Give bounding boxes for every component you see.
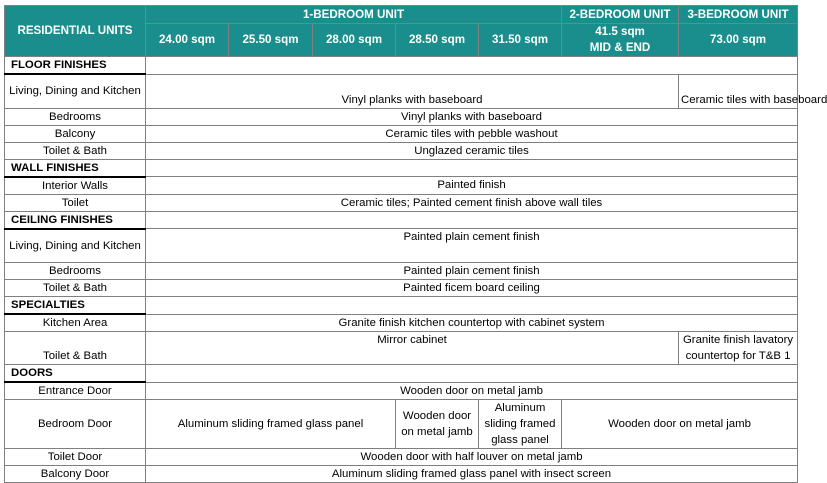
- size-24: 24.00 sqm: [146, 24, 229, 57]
- two-bedroom-header: 2-BEDROOM UNIT: [562, 6, 679, 24]
- cell-value: Granite finish kitchen countertop with cabinet system: [146, 314, 798, 332]
- residential-units-header: RESIDENTIAL UNITS: [5, 6, 146, 57]
- cell-value: Aluminum sliding framed glass panel with insect screen: [146, 466, 798, 483]
- table-row: [5, 229, 798, 263]
- cell-value: Vinyl planks with baseboard: [146, 108, 798, 125]
- size-28-5: 28.50 sqm: [396, 24, 479, 57]
- row-label: Entrance Door: [5, 382, 146, 400]
- row-label: Interior Walls: [5, 177, 146, 195]
- section-specialties: SPECIALTIES: [5, 297, 146, 315]
- two-bedroom-size: 41.5 sqm: [595, 25, 645, 38]
- table-row: [5, 449, 798, 466]
- cell-value: Ceramic tiles; Painted cement finish above wall tiles: [146, 194, 798, 211]
- cell-value: Wooden door on metal jamb: [396, 400, 479, 449]
- table-row: [5, 142, 798, 159]
- size-31-5: 31.50 sqm: [479, 24, 562, 57]
- cell-value: Wooden door on metal jamb: [146, 382, 798, 400]
- cell-value: Painted finish: [146, 177, 798, 195]
- table-row: [5, 125, 798, 142]
- row-label: Bedrooms: [5, 108, 146, 125]
- section-row: [5, 159, 798, 177]
- size-73: 73.00 sqm: [679, 24, 798, 57]
- cell-value: Aluminum sliding framed glass panel: [146, 400, 396, 449]
- table-row: [5, 194, 798, 211]
- one-bedroom-header: 1-BEDROOM UNIT: [146, 6, 562, 24]
- row-label: Balcony Door: [5, 466, 146, 483]
- section-doors: DOORS: [5, 365, 146, 383]
- row-label: Toilet Door: [5, 449, 146, 466]
- cell-value: Wooden door with half louver on metal jamb: [146, 449, 798, 466]
- table-row: [5, 263, 798, 280]
- section-filler: [146, 57, 798, 75]
- row-label: Bedrooms: [5, 263, 146, 280]
- row-label: Balcony: [5, 125, 146, 142]
- row-label: Toilet: [5, 194, 146, 211]
- cell-value: Painted ficem board ceiling: [146, 280, 798, 297]
- finishes-table: [4, 5, 827, 483]
- section-row: [5, 57, 798, 75]
- cell-value: Unglazed ceramic tiles: [146, 142, 798, 159]
- cell-value: Ceramic tiles with pebble washout: [146, 125, 798, 142]
- row-label: Living, Dining and Kitchen: [5, 74, 146, 108]
- table-row: [5, 177, 798, 195]
- table-row: [5, 74, 798, 108]
- table-row: [5, 466, 798, 483]
- section-filler: [146, 211, 798, 229]
- table-row: [5, 332, 798, 365]
- section-row: [5, 297, 798, 315]
- section-ceiling-finishes: CEILING FINISHES: [5, 211, 146, 229]
- table-row: [5, 400, 798, 449]
- cell-value: Granite finish lavatory countertop for T&B 1: [679, 332, 798, 365]
- row-label: Bedroom Door: [5, 400, 146, 449]
- cell-value: Ceramic tiles with baseboard: [679, 74, 798, 108]
- cell-value: Painted plain cement finish: [146, 263, 798, 280]
- table-row: [5, 314, 798, 332]
- section-row: [5, 211, 798, 229]
- table-row: [5, 382, 798, 400]
- section-floor-finishes: FLOOR FINISHES: [5, 57, 146, 75]
- size-25-5: 25.50 sqm: [229, 24, 313, 57]
- row-label: Living, Dining and Kitchen: [5, 229, 146, 263]
- section-filler: [146, 365, 798, 383]
- cell-value: Painted plain cement finish: [146, 229, 798, 263]
- section-row: [5, 365, 798, 383]
- cell-value: Wooden door on metal jamb: [562, 400, 798, 449]
- size-41-5: [562, 24, 679, 57]
- row-label: Kitchen Area: [5, 314, 146, 332]
- two-bedroom-note: MID & END: [589, 41, 651, 54]
- cell-value: Aluminum sliding framed glass panel: [479, 400, 562, 449]
- three-bedroom-header: 3-BEDROOM UNIT: [679, 6, 798, 24]
- row-label: Toilet & Bath: [5, 332, 146, 365]
- row-label: Toilet & Bath: [5, 142, 146, 159]
- size-28: 28.00 sqm: [313, 24, 396, 57]
- header-row-1: [5, 6, 798, 24]
- cell-value: Vinyl planks with baseboard: [146, 74, 679, 108]
- section-filler: [146, 297, 798, 315]
- section-filler: [146, 159, 798, 177]
- section-wall-finishes: WALL FINISHES: [5, 159, 146, 177]
- table-row: [5, 280, 798, 297]
- table-row: [5, 108, 798, 125]
- cell-value: Mirror cabinet: [146, 332, 679, 365]
- row-label: Toilet & Bath: [5, 280, 146, 297]
